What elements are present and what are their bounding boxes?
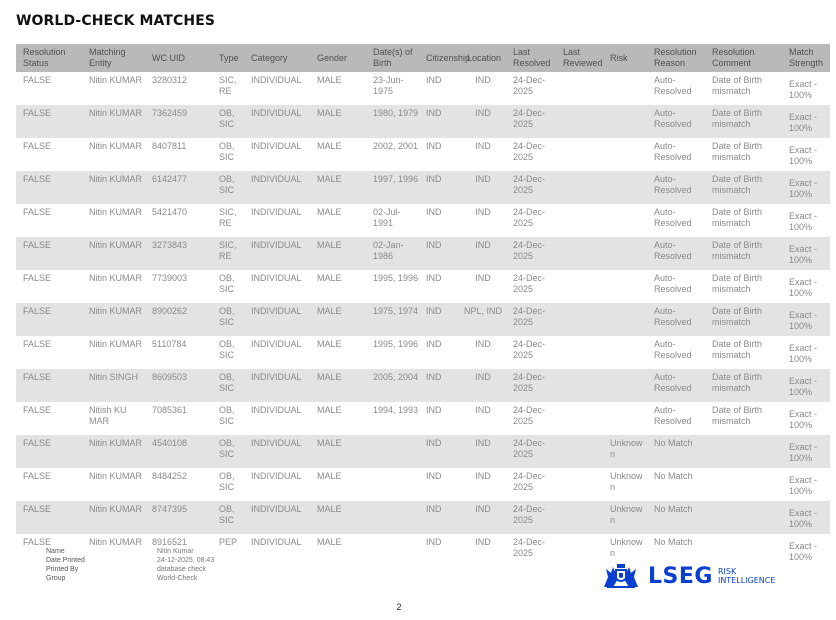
- col-resolution-status: Resolution Status: [16, 44, 82, 72]
- table-row: [16, 369, 830, 402]
- cell-match-strength: Exact - 100%: [782, 105, 830, 138]
- cell-last-reviewed: [556, 501, 603, 534]
- cell-wc-uid: 8407811: [152, 141, 187, 151]
- cell-wc-uid: 8916521: [152, 537, 188, 547]
- cell-matching-entity: Nitin KUMAR: [82, 303, 145, 336]
- cell-location: IND: [460, 237, 506, 270]
- cell-matching-entity: Nitin KUMAR: [82, 237, 145, 270]
- cell-matching-entity: Nitin KUMAR: [82, 435, 145, 468]
- cell-match-strength: Exact - 100%: [789, 211, 818, 232]
- table-row: [16, 435, 830, 468]
- meta-row-printed-by: [46, 565, 214, 574]
- cell-wc-uid: 5110784: [152, 339, 187, 349]
- cell-citizenship: IND: [419, 237, 460, 270]
- cell-location: IND: [475, 405, 491, 415]
- cell-last-reviewed: [556, 72, 603, 105]
- cell-citizenship: IND: [419, 369, 460, 402]
- cell-risk: [603, 369, 647, 402]
- logo-tagline-line: RISK: [717, 567, 737, 576]
- cell-resolution-reason: Auto-Resolved: [654, 273, 692, 294]
- cell-last-resolved: 24-Dec-2025: [513, 537, 546, 558]
- cell-location: IND: [475, 141, 491, 151]
- cell-resolution-status: FALSE: [23, 405, 52, 415]
- cell-gender: MALE: [317, 471, 342, 481]
- cell-gender: MALE: [317, 537, 342, 547]
- meta-key: Name: [46, 548, 65, 555]
- cell-type: OB, SIC: [212, 369, 244, 402]
- cell-last-resolved: 24-Dec-2025: [506, 171, 556, 204]
- cell-risk: [603, 336, 647, 369]
- table-row: [16, 72, 830, 105]
- logo-tagline: [718, 567, 775, 585]
- cell-resolution-comment: Date of Birth mismatch: [712, 405, 763, 426]
- table-row: [16, 171, 830, 204]
- logo-wordmark: LSEG: [648, 563, 713, 589]
- cell-wc-uid: 8900262: [145, 303, 212, 336]
- cell-last-reviewed: [556, 204, 603, 237]
- cell-category: INDIVIDUAL: [251, 405, 302, 415]
- cell-last-reviewed: [556, 468, 603, 501]
- cell-last-reviewed: [556, 435, 603, 468]
- cell-matching-entity: Nitin KUMAR: [82, 105, 145, 138]
- cell-matching-entity: Nitin KUMAR: [89, 273, 143, 283]
- cell-location: IND: [460, 171, 506, 204]
- cell-dob: 1997, 1996: [366, 171, 419, 204]
- meta-value: 24-12-2025, 08:43: [157, 557, 215, 564]
- col-category: Category: [244, 44, 310, 72]
- cell-match-strength: Exact - 100%: [789, 475, 818, 496]
- cell-match-strength: Exact - 100%: [782, 501, 830, 534]
- cell-resolution-status: FALSE: [16, 369, 82, 402]
- cell-wc-uid: 3273843: [145, 237, 212, 270]
- cell-last-reviewed: [556, 270, 603, 303]
- cell-wc-uid: 7739003: [152, 273, 188, 283]
- cell-dob: 02-Jan-1986: [366, 237, 419, 270]
- cell-location: IND: [460, 501, 506, 534]
- cell-matching-entity: Nitin KUMAR: [89, 339, 143, 349]
- cell-last-resolved: 24-Dec-2025: [506, 237, 556, 270]
- cell-location: IND: [475, 273, 491, 283]
- cell-risk: Unknown: [610, 471, 643, 492]
- col-dob: Date(s) of Birth: [366, 44, 419, 72]
- cell-resolution-status: FALSE: [16, 171, 82, 204]
- print-metadata: [46, 547, 214, 583]
- cell-risk: Unknown: [603, 501, 647, 534]
- cell-resolution-reason: Auto-Resolved: [654, 75, 692, 96]
- cell-gender: MALE: [317, 75, 342, 85]
- meta-row-name: [46, 547, 214, 556]
- cell-match-strength: Exact - 100%: [782, 435, 830, 468]
- cell-resolution-reason: Auto-Resolved: [647, 105, 705, 138]
- cell-citizenship: IND: [419, 435, 460, 468]
- cell-dob: 1995, 1996: [373, 339, 419, 349]
- cell-resolution-status: FALSE: [16, 237, 82, 270]
- cell-last-resolved: 24-Dec-2025: [513, 471, 546, 492]
- cell-type: PEP: [219, 537, 238, 547]
- cell-matching-entity: Nitin KUMAR: [89, 141, 143, 151]
- cell-risk: [603, 72, 647, 105]
- cell-dob: 02-Jul-1991: [373, 207, 401, 228]
- cell-dob: 1980, 1979: [366, 105, 419, 138]
- cell-dob: 1994, 1993: [373, 405, 419, 415]
- cell-wc-uid: 5421470: [152, 207, 188, 217]
- cell-type: SIC, RE: [212, 237, 244, 270]
- cell-resolution-reason: Auto-Resolved: [654, 207, 692, 228]
- cell-resolution-status: FALSE: [16, 435, 82, 468]
- cell-resolution-comment: Date of Birth mismatch: [705, 369, 782, 402]
- cell-risk: [603, 237, 647, 270]
- cell-location: IND: [475, 471, 491, 481]
- cell-citizenship: IND: [426, 207, 442, 217]
- cell-resolution-reason: Auto-Resolved: [647, 171, 705, 204]
- cell-category: INDIVIDUAL: [251, 339, 302, 349]
- cell-dob: 2005, 2004: [366, 369, 419, 402]
- cell-wc-uid: 8609503: [145, 369, 212, 402]
- cell-category: INDIVIDUAL: [244, 171, 310, 204]
- cell-resolution-comment: Date of Birth mismatch: [712, 207, 763, 228]
- cell-resolution-comment: Date of Birth mismatch: [712, 273, 763, 294]
- col-resolution-reason: Resolution Reason: [647, 44, 705, 72]
- cell-matching-entity: Nitin KUMAR: [82, 171, 145, 204]
- cell-match-strength: Exact - 100%: [782, 369, 830, 402]
- cell-resolution-status: FALSE: [16, 501, 82, 534]
- cell-last-resolved: 24-Dec-2025: [506, 303, 556, 336]
- meta-row-date-printed: [46, 556, 214, 565]
- cell-last-resolved: 24-Dec-2025: [513, 273, 546, 294]
- cell-type: OB, SIC: [212, 435, 244, 468]
- cell-last-reviewed: [556, 303, 603, 336]
- cell-last-reviewed: [556, 402, 603, 435]
- cell-type: SIC, RE: [219, 207, 237, 228]
- cell-last-resolved: 24-Dec-2025: [506, 369, 556, 402]
- cell-category: INDIVIDUAL: [244, 105, 310, 138]
- cell-match-strength: Exact - 100%: [789, 277, 818, 298]
- cell-matching-entity: Nitin KUMAR: [89, 471, 143, 481]
- cell-type: SIC, RE: [219, 75, 237, 96]
- table-row: [16, 270, 830, 303]
- cell-location: NPL, IND: [460, 303, 506, 336]
- cell-resolution-comment: Date of Birth mismatch: [705, 171, 782, 204]
- cell-type: OB, SIC: [219, 141, 235, 162]
- cell-category: INDIVIDUAL: [244, 435, 310, 468]
- cell-type: OB, SIC: [219, 471, 235, 492]
- cell-category: INDIVIDUAL: [244, 303, 310, 336]
- cell-resolution-status: FALSE: [16, 303, 82, 336]
- cell-matching-entity: Nitin KUMAR: [82, 501, 145, 534]
- cell-citizenship: IND: [426, 141, 442, 151]
- cell-risk: [603, 204, 647, 237]
- lseg-crest-icon: [601, 563, 641, 589]
- cell-citizenship: IND: [419, 171, 460, 204]
- cell-location: IND: [475, 75, 491, 85]
- cell-location: IND: [460, 369, 506, 402]
- cell-gender: MALE: [317, 339, 342, 349]
- cell-wc-uid: 8484252: [152, 471, 188, 481]
- page-title: WORLD-CHECK MATCHES: [16, 13, 216, 29]
- col-location: Location: [460, 44, 506, 72]
- cell-resolution-reason: Auto-Resolved: [647, 303, 705, 336]
- cell-matching-entity: Nitin KUMAR: [89, 207, 143, 217]
- cell-resolution-comment: [705, 501, 782, 534]
- table-row: [16, 501, 830, 534]
- col-matching-entity: Matching Entity: [82, 44, 145, 72]
- cell-dob: [366, 501, 419, 534]
- cell-last-resolved: 24-Dec-2025: [513, 75, 546, 96]
- table-row: [16, 138, 830, 171]
- cell-wc-uid: 7362459: [145, 105, 212, 138]
- table-row: [16, 468, 830, 501]
- cell-last-reviewed: [556, 105, 603, 138]
- cell-gender: MALE: [310, 171, 366, 204]
- cell-gender: MALE: [310, 501, 366, 534]
- cell-gender: MALE: [310, 237, 366, 270]
- cell-citizenship: IND: [426, 405, 442, 415]
- table-body: [16, 72, 830, 567]
- cell-last-resolved: 24-Dec-2025: [506, 435, 556, 468]
- cell-matching-entity: Nitin KUMAR: [89, 75, 143, 85]
- cell-citizenship: IND: [426, 537, 442, 547]
- cell-match-strength: Exact - 100%: [782, 303, 830, 336]
- cell-gender: MALE: [317, 273, 342, 283]
- meta-value: database check: [157, 566, 207, 573]
- col-citizenship: Citizenship: [419, 44, 460, 72]
- cell-category: INDIVIDUAL: [251, 471, 302, 481]
- meta-row-group: [46, 574, 214, 583]
- cell-location: IND: [475, 339, 491, 349]
- cell-last-resolved: 24-Dec-2025: [513, 207, 546, 228]
- cell-resolution-comment: Date of Birth mismatch: [712, 339, 763, 360]
- cell-category: INDIVIDUAL: [251, 75, 302, 85]
- cell-category: INDIVIDUAL: [244, 237, 310, 270]
- cell-last-reviewed: [556, 138, 603, 171]
- col-risk: Risk: [603, 44, 647, 72]
- cell-gender: MALE: [317, 207, 342, 217]
- col-last-reviewed: Last Reviewed: [556, 44, 603, 72]
- cell-resolution-comment: Date of Birth mismatch: [705, 237, 782, 270]
- cell-category: INDIVIDUAL: [251, 207, 302, 217]
- cell-wc-uid: 4540108: [145, 435, 212, 468]
- cell-match-strength: Exact - 100%: [782, 237, 830, 270]
- cell-resolution-comment: [705, 435, 782, 468]
- cell-dob: [366, 468, 419, 501]
- cell-gender: MALE: [310, 435, 366, 468]
- cell-resolution-status: FALSE: [23, 537, 52, 547]
- cell-type: OB, SIC: [212, 105, 244, 138]
- cell-last-resolved: 24-Dec-2025: [506, 501, 556, 534]
- cell-wc-uid: 6142477: [145, 171, 212, 204]
- cell-resolution-reason: No Match: [647, 435, 705, 468]
- cell-location: IND: [475, 537, 491, 547]
- cell-last-reviewed: [556, 534, 603, 567]
- cell-resolution-status: FALSE: [23, 75, 52, 85]
- cell-gender: MALE: [310, 105, 366, 138]
- cell-category: INDIVIDUAL: [251, 141, 302, 151]
- cell-risk: [603, 270, 647, 303]
- table-header-row: [16, 44, 830, 72]
- cell-matching-entity: Nitin KUMAR: [89, 537, 143, 547]
- table-row: [16, 336, 830, 369]
- cell-resolution-status: FALSE: [23, 141, 52, 151]
- cell-location: IND: [460, 435, 506, 468]
- cell-match-strength: Exact - 100%: [789, 409, 818, 430]
- cell-risk: [603, 303, 647, 336]
- cell-match-strength: Exact - 100%: [789, 541, 818, 562]
- col-last-resolved: Last Resolved: [506, 44, 556, 72]
- cell-dob: 2002, 2001: [373, 141, 419, 151]
- table-row: [16, 204, 830, 237]
- cell-last-reviewed: [556, 369, 603, 402]
- cell-last-reviewed: [556, 336, 603, 369]
- cell-risk: [603, 138, 647, 171]
- cell-type: OB, SIC: [219, 405, 235, 426]
- cell-category: INDIVIDUAL: [251, 273, 302, 283]
- cell-citizenship: IND: [419, 303, 460, 336]
- cell-resolution-reason: Auto-Resolved: [647, 369, 705, 402]
- cell-wc-uid: 7085361: [152, 405, 188, 415]
- logo-tagline-line: INTELLIGENCE: [717, 576, 776, 585]
- cell-location: IND: [475, 207, 491, 217]
- cell-citizenship: IND: [419, 105, 460, 138]
- cell-resolution-status: FALSE: [23, 471, 52, 481]
- table-row: [16, 105, 830, 138]
- cell-resolution-reason: Auto-Resolved: [654, 141, 692, 162]
- cell-last-reviewed: [556, 237, 603, 270]
- cell-match-strength: Exact - 100%: [789, 79, 818, 100]
- cell-type: OB, SIC: [219, 273, 235, 294]
- meta-value: World-Check: [157, 575, 198, 582]
- col-match-strength: Match Strength: [782, 44, 830, 72]
- cell-resolution-reason: No Match: [654, 471, 693, 481]
- matches-table: [16, 44, 830, 567]
- cell-gender: MALE: [317, 141, 342, 151]
- cell-resolution-comment: Date of Birth mismatch: [712, 75, 763, 96]
- cell-last-reviewed: [556, 171, 603, 204]
- cell-citizenship: IND: [419, 501, 460, 534]
- cell-citizenship: IND: [426, 471, 442, 481]
- col-resolution-comment: Resolution Comment: [705, 44, 782, 72]
- cell-dob: 23-Jun-1975: [373, 75, 404, 96]
- cell-match-strength: Exact - 100%: [782, 171, 830, 204]
- cell-gender: MALE: [317, 405, 342, 415]
- col-gender: Gender: [310, 44, 366, 72]
- cell-location: IND: [460, 105, 506, 138]
- cell-dob: 1975, 1974: [366, 303, 419, 336]
- meta-key: Date Printed: [46, 557, 85, 564]
- cell-resolution-reason: No Match: [647, 501, 705, 534]
- page-number: 2: [396, 602, 402, 612]
- cell-last-resolved: 24-Dec-2025: [513, 141, 546, 162]
- cell-type: OB, SIC: [212, 501, 244, 534]
- cell-resolution-comment: [705, 468, 782, 501]
- cell-gender: MALE: [310, 303, 366, 336]
- cell-resolution-status: FALSE: [16, 105, 82, 138]
- cell-gender: MALE: [310, 369, 366, 402]
- cell-resolution-reason: No Match: [654, 537, 693, 547]
- cell-risk: Unknown: [603, 435, 647, 468]
- cell-dob: [366, 435, 419, 468]
- cell-category: INDIVIDUAL: [244, 501, 310, 534]
- cell-type: OB, SIC: [212, 171, 244, 204]
- cell-matching-entity: Nitin SINGH: [82, 369, 145, 402]
- table-row: [16, 237, 830, 270]
- cell-citizenship: IND: [426, 75, 442, 85]
- cell-last-resolved: 24-Dec-2025: [513, 405, 546, 426]
- cell-last-resolved: 24-Dec-2025: [513, 339, 546, 360]
- lseg-logo: [601, 563, 775, 589]
- cell-resolution-status: FALSE: [23, 273, 52, 283]
- cell-citizenship: IND: [426, 273, 442, 283]
- cell-wc-uid: 3280312: [152, 75, 188, 85]
- meta-key: Group: [46, 575, 66, 582]
- cell-dob: [366, 534, 419, 567]
- cell-resolution-reason: Auto-Resolved: [647, 237, 705, 270]
- cell-match-strength: Exact - 100%: [789, 145, 818, 166]
- cell-dob: 1995, 1996: [373, 273, 419, 283]
- cell-resolution-comment: Date of Birth mismatch: [712, 141, 763, 162]
- cell-risk: [603, 105, 647, 138]
- cell-resolution-status: FALSE: [23, 207, 52, 217]
- cell-type: OB, SIC: [219, 339, 235, 360]
- cell-risk: Unknown: [610, 537, 643, 558]
- cell-wc-uid: 8747395: [145, 501, 212, 534]
- cell-last-resolved: 24-Dec-2025: [506, 105, 556, 138]
- cell-resolution-reason: Auto-Resolved: [654, 405, 692, 426]
- meta-value: Nitin Kumar: [157, 548, 194, 555]
- cell-resolution-status: FALSE: [23, 339, 52, 349]
- cell-risk: [603, 171, 647, 204]
- col-type: Type: [212, 44, 244, 72]
- meta-key: Printed By: [46, 566, 79, 573]
- cell-category: INDIVIDUAL: [251, 537, 302, 547]
- cell-citizenship: IND: [426, 339, 442, 349]
- cell-resolution-comment: Date of Birth mismatch: [705, 105, 782, 138]
- cell-resolution-reason: Auto-Resolved: [654, 339, 692, 360]
- cell-type: OB, SIC: [212, 303, 244, 336]
- table-row: [16, 303, 830, 336]
- cell-risk: [603, 402, 647, 435]
- cell-resolution-comment: Date of Birth mismatch: [705, 303, 782, 336]
- table-row: [16, 402, 830, 435]
- cell-matching-entity: Nitish KU MAR: [89, 405, 127, 426]
- col-wc-uid: WC UID: [145, 44, 212, 72]
- cell-category: INDIVIDUAL: [244, 369, 310, 402]
- cell-match-strength: Exact - 100%: [789, 343, 818, 364]
